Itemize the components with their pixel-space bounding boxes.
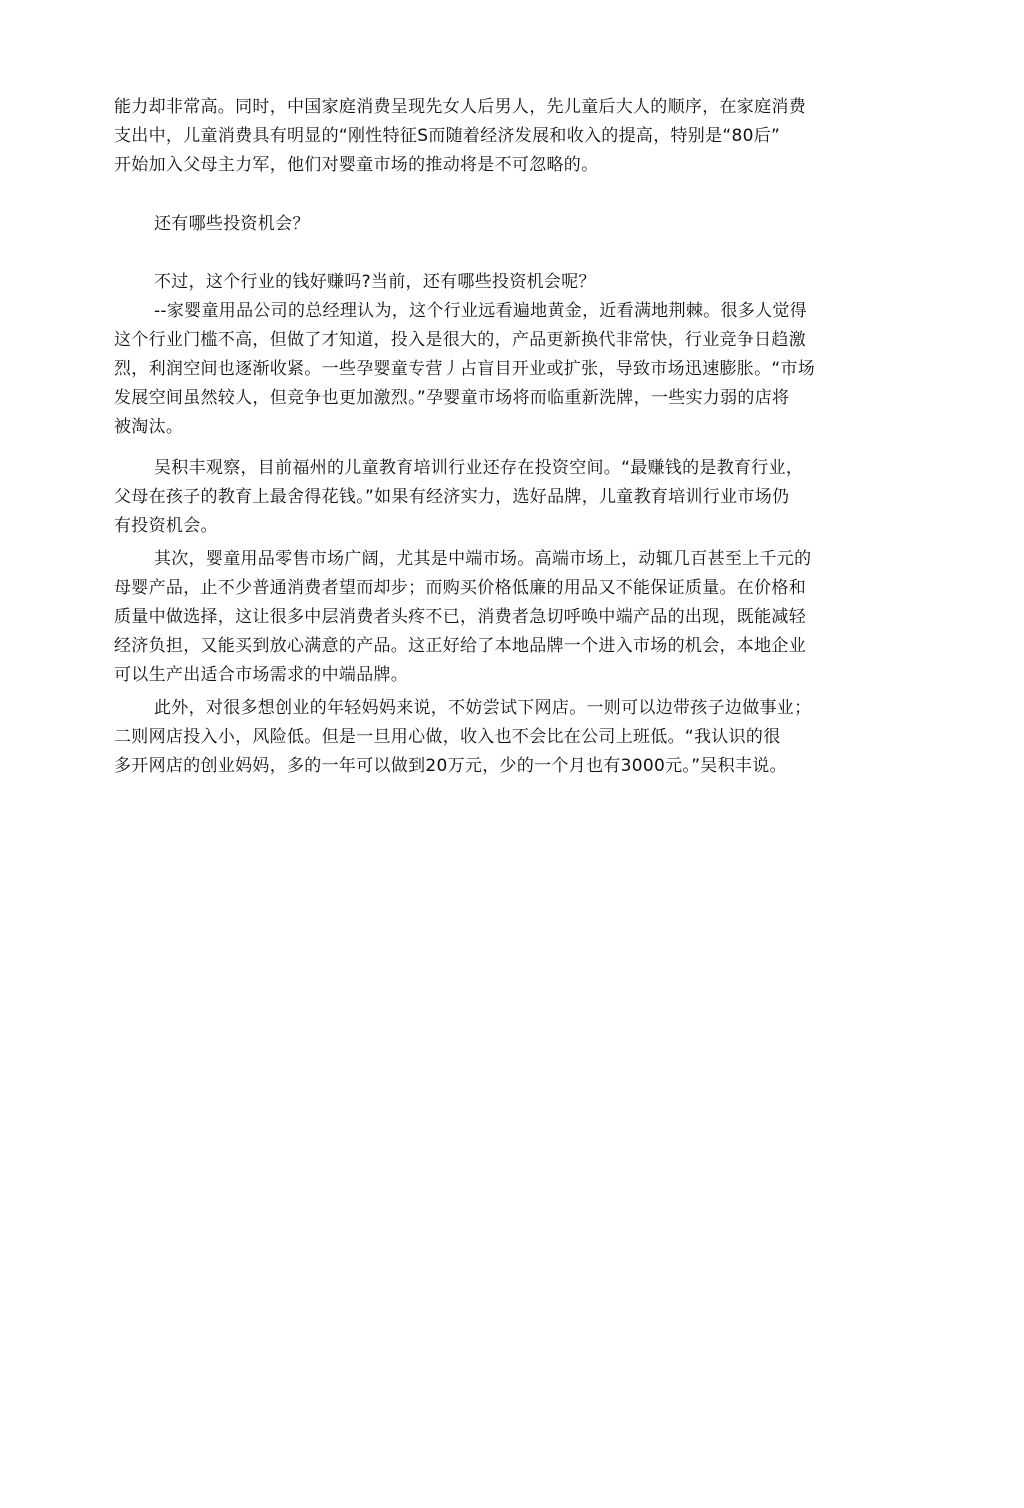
paragraph-line: --家婴童用品公司的总经理认为，这个行业远看遍地黄金，近看满地荆棘。很多人觉得 xyxy=(154,301,807,321)
paragraph-line: 二则网店投入小，风险低。但是一旦用心做，收入也不会比在公司上班低。“我认识的很 xyxy=(114,727,781,747)
paragraph-line: 烈，利润空间也逐渐收紧。一些孕婴童专营丿占盲目开业或扩张，导致市场迅速膨胀。“市场 xyxy=(114,359,816,379)
paragraph-line: 质量中做选择，这让很多中层消费者头疼不已，消费者急切呼唤中端产品的出现，既能减轻 xyxy=(114,607,806,627)
paragraph-line: 开始加入父母主力军，他们对婴童市场的推动将是不可忽略的。 xyxy=(114,155,599,175)
paragraph-line: 父母在孩子的教育上最舍得花钱。”如果有经济实力，选好品牌，儿童教育培训行业市场仍 xyxy=(114,487,790,507)
paragraph-line: 不过，这个行业的钱好赚吗?当前，还有哪些投资机会呢？ xyxy=(154,272,596,292)
paragraph-line: 可以生产出适合市场需求的中端品牌。 xyxy=(114,665,409,685)
paragraph-line: 其次，婴童用品零售市场广阔，尤其是中端市场。高端市场上，动辄几百甚至上千元的 xyxy=(154,549,812,569)
paragraph-line: 支出中，儿童消费具有明显的“刚性特征S而随着经济发展和收入的提高，特别是“80后” xyxy=(114,126,781,146)
paragraph-line: 能力却非常高。同时，中国家庭消费呈现先女人后男人，先儿童后大人的顺序，在家庭消费 xyxy=(114,97,806,117)
section-heading: 还有哪些投资机会？ xyxy=(154,214,310,234)
paragraph-line: 有投资机会。 xyxy=(114,516,218,536)
paragraph-line: 这个行业门槛不高，但做了才知道，投入是很大的，产品更新换代非常快，行业竞争日趋激 xyxy=(114,330,806,350)
paragraph-line: 经济负担，又能买到放心满意的产品。这正好给了本地品牌一个进入市场的机会，本地企业 xyxy=(114,636,806,656)
paragraph-line: 发展空间虽然较人，但竞争也更加激烈。”孕婴童市场将而临重新洗牌，一些实力弱的店将 xyxy=(114,388,790,408)
paragraph-line: 被淘汰。 xyxy=(114,417,184,437)
paragraph-line: 母婴产品，止不少普通消费者望而却步；而购买价格低廉的用品又不能保证质量。在价格和 xyxy=(114,578,806,598)
paragraph-line: 吴积丰观察，目前福州的儿童教育培训行业还存在投资空间。“最赚钱的是教育行业， xyxy=(154,458,804,478)
paragraph-line: 此外，对很多想创业的年轻妈妈来说，不妨尝试下网店。一则可以边带孩子边做事业； xyxy=(154,698,812,718)
paragraph-line: 多开网店的创业妈妈，多的一年可以做到20万元，少的一个月也有3000元。”吴积丰说。 xyxy=(114,756,787,776)
